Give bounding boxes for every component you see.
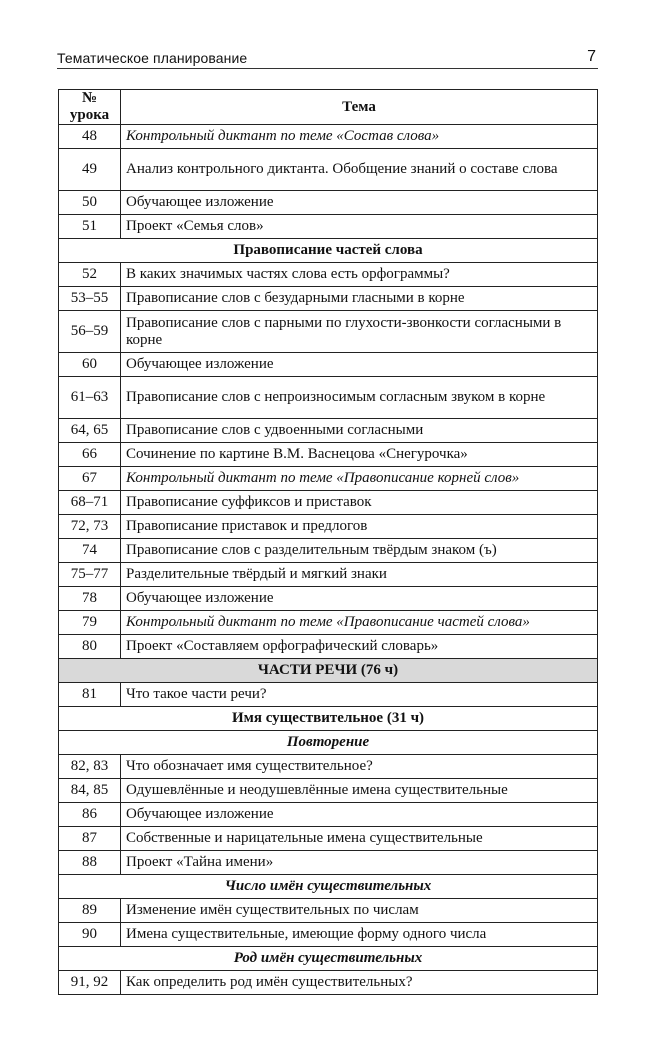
- section-title: Правописание частей слова: [59, 239, 598, 263]
- table-row: [59, 191, 598, 215]
- lesson-number: 79: [59, 611, 121, 635]
- lesson-number: 64, 65: [59, 419, 121, 443]
- lesson-topic: Проект «Составляем орфографический словарь»: [121, 635, 598, 659]
- lesson-topic: Правописание суффиксов и приставок: [121, 491, 598, 515]
- lesson-topic: Анализ контрольного диктанта. Обобщение знаний о составе слова: [121, 149, 598, 191]
- lesson-number: 68–71: [59, 491, 121, 515]
- section-row: [59, 707, 598, 731]
- lesson-number: 56–59: [59, 311, 121, 353]
- lesson-topic: Обучающее изложение: [121, 587, 598, 611]
- table-row: [59, 263, 598, 287]
- lesson-topic: Проект «Тайна имени»: [121, 851, 598, 875]
- lesson-number: 78: [59, 587, 121, 611]
- lesson-number: 49: [59, 149, 121, 191]
- lesson-topic: Как определить род имён существительных?: [121, 971, 598, 995]
- section-title: ЧАСТИ РЕЧИ (76 ч): [59, 659, 598, 683]
- lesson-topic: Изменение имён существительных по числам: [121, 899, 598, 923]
- table-row: [59, 377, 598, 419]
- lesson-topic: Правописание слов с удвоенными согласными: [121, 419, 598, 443]
- lesson-topic: Проект «Семья слов»: [121, 215, 598, 239]
- section-row: [59, 239, 598, 263]
- lesson-topic: Имена существительные, имеющие форму одного числа: [121, 923, 598, 947]
- table-row: [59, 899, 598, 923]
- lesson-topic: Контрольный диктант по теме «Состав слова»: [121, 125, 598, 149]
- table-row: [59, 635, 598, 659]
- lesson-number: 72, 73: [59, 515, 121, 539]
- table-row: [59, 683, 598, 707]
- table-row: [59, 467, 598, 491]
- lesson-number: 48: [59, 125, 121, 149]
- lesson-number: 89: [59, 899, 121, 923]
- lesson-topic: Правописание приставок и предлогов: [121, 515, 598, 539]
- lesson-number: 52: [59, 263, 121, 287]
- table-row: [59, 287, 598, 311]
- lesson-plan-table: [58, 89, 598, 995]
- running-title: Тематическое планирование: [57, 50, 248, 66]
- lesson-topic: Правописание слов с разделительным твёрдым знаком (ъ): [121, 539, 598, 563]
- section-title: Повторение: [59, 731, 598, 755]
- lesson-topic: Контрольный диктант по теме «Правописание корней слов»: [121, 467, 598, 491]
- lesson-topic: В каких значимых частях слова есть орфограммы?: [121, 263, 598, 287]
- lesson-number: 74: [59, 539, 121, 563]
- running-header: [57, 48, 598, 69]
- lesson-number: 88: [59, 851, 121, 875]
- lesson-topic: Одушевлённые и неодушевлённые имена существительные: [121, 779, 598, 803]
- table-body: [59, 125, 598, 995]
- lesson-number: 80: [59, 635, 121, 659]
- column-header-topic: Тема: [121, 90, 598, 125]
- table-row: [59, 215, 598, 239]
- table-row: [59, 971, 598, 995]
- table-row: [59, 611, 598, 635]
- table-row: [59, 149, 598, 191]
- table-row: [59, 353, 598, 377]
- lesson-number: 91, 92: [59, 971, 121, 995]
- table-row: [59, 827, 598, 851]
- lesson-topic: Контрольный диктант по теме «Правописание частей слова»: [121, 611, 598, 635]
- lesson-number: 53–55: [59, 287, 121, 311]
- lesson-topic: Сочинение по картине В.М. Васнецова «Снегурочка»: [121, 443, 598, 467]
- table-row: [59, 755, 598, 779]
- lesson-number: 86: [59, 803, 121, 827]
- page-number: 7: [587, 48, 596, 65]
- lesson-topic: Что обозначает имя существительное?: [121, 755, 598, 779]
- lesson-number: 50: [59, 191, 121, 215]
- section-row: [59, 659, 598, 683]
- lesson-topic: Обучающее изложение: [121, 191, 598, 215]
- lesson-number: 84, 85: [59, 779, 121, 803]
- lesson-number: 66: [59, 443, 121, 467]
- lesson-number: 61–63: [59, 377, 121, 419]
- lesson-topic: Правописание слов с непроизносимым согласным звуком в корне: [121, 377, 598, 419]
- table-row: [59, 803, 598, 827]
- lesson-topic: Разделительные твёрдый и мягкий знаки: [121, 563, 598, 587]
- section-title: Имя существительное (31 ч): [59, 707, 598, 731]
- lesson-number: 90: [59, 923, 121, 947]
- table-row: [59, 563, 598, 587]
- lesson-number: 75–77: [59, 563, 121, 587]
- table-row: [59, 923, 598, 947]
- section-row: [59, 731, 598, 755]
- lesson-number: 67: [59, 467, 121, 491]
- table-row: [59, 443, 598, 467]
- table-row: [59, 419, 598, 443]
- lesson-topic: Правописание слов с парными по глухости-звонкости согласными в корне: [121, 311, 598, 353]
- table-row: [59, 515, 598, 539]
- section-title: Число имён существительных: [59, 875, 598, 899]
- lesson-number: 87: [59, 827, 121, 851]
- table-header-row: [59, 90, 598, 125]
- table-row: [59, 587, 598, 611]
- lesson-topic: Собственные и нарицательные имена существительные: [121, 827, 598, 851]
- table-row: [59, 125, 598, 149]
- lesson-topic: Что такое части речи?: [121, 683, 598, 707]
- section-row: [59, 947, 598, 971]
- lesson-topic: Обучающее изложение: [121, 353, 598, 377]
- lesson-topic: Правописание слов с безударными гласными в корне: [121, 287, 598, 311]
- lesson-number: 82, 83: [59, 755, 121, 779]
- table-row: [59, 779, 598, 803]
- section-row: [59, 875, 598, 899]
- table-row: [59, 851, 598, 875]
- lesson-number: 81: [59, 683, 121, 707]
- table-row: [59, 311, 598, 353]
- table-row: [59, 539, 598, 563]
- column-header-lesson-number: № урока: [59, 90, 121, 125]
- lesson-number: 60: [59, 353, 121, 377]
- table-row: [59, 491, 598, 515]
- lesson-topic: Обучающее изложение: [121, 803, 598, 827]
- section-title: Род имён существительных: [59, 947, 598, 971]
- lesson-number: 51: [59, 215, 121, 239]
